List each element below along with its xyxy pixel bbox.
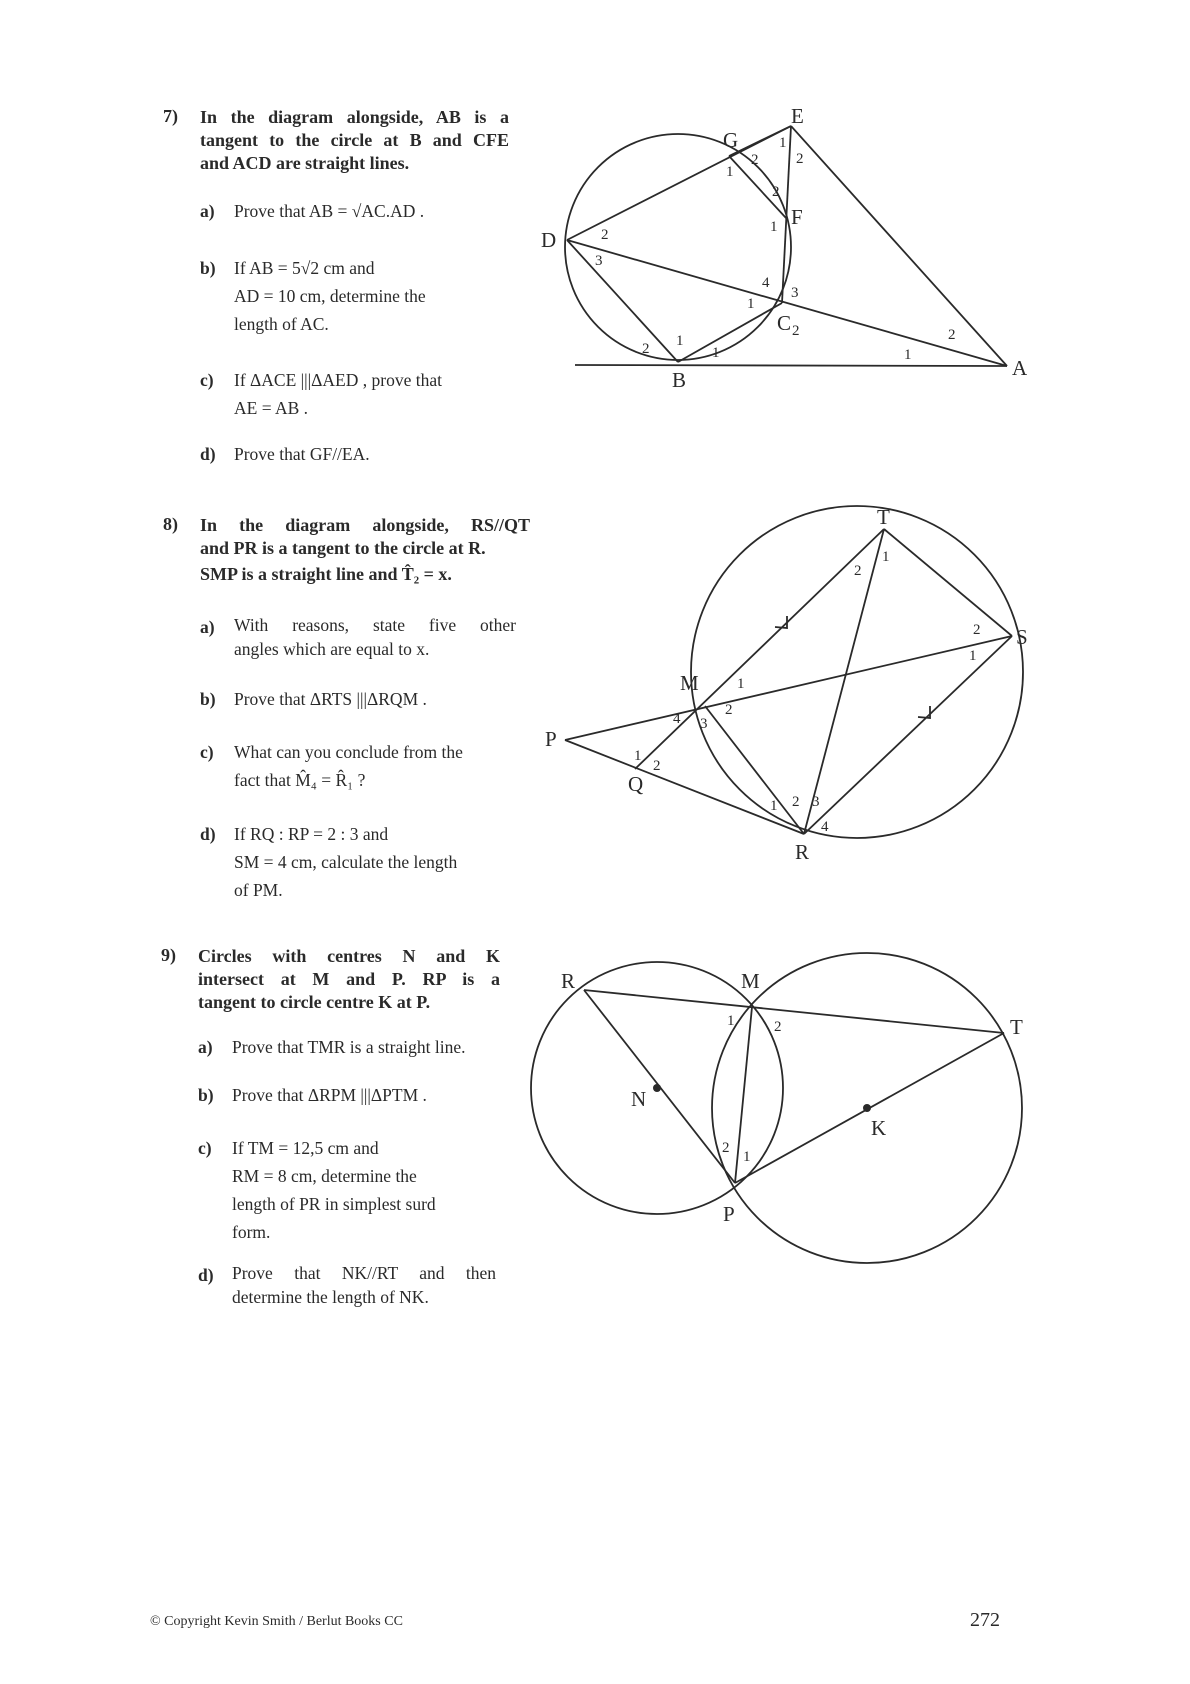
q8-heading-line: In the diagram alongside, RS//QT <box>200 515 530 535</box>
q7-angle-label: 3 <box>791 285 799 301</box>
q9-angle-label: 2 <box>722 1140 730 1156</box>
q9-a-text: Prove that TMR is a straight line. <box>232 1037 466 1057</box>
q8-parallel-arrow <box>775 616 787 628</box>
q8-d-line: SM = 4 cm, calculate the length <box>234 852 458 872</box>
q9-heading-line: tangent to circle centre K at P. <box>198 992 431 1012</box>
q8-b-text: Prove that ΔRTS |||ΔRQM . <box>234 689 427 709</box>
q9-point-label: T <box>1010 1015 1023 1039</box>
copyright-footer: © Copyright Kevin Smith / Berlut Books CC <box>150 1614 403 1629</box>
q7-angle-label: 2 <box>796 151 804 167</box>
q8-heading-line: SMP is a straight line and T̂₂ = x. <box>200 564 452 584</box>
q7-angle-label: 2 <box>772 184 780 200</box>
q7-angle-label: 1 <box>676 333 684 349</box>
q7-angle-label: 1 <box>747 296 755 312</box>
q9-heading-line: intersect at M and P. RP is a <box>198 969 500 989</box>
q8-angle-label: 3 <box>812 794 820 810</box>
q9-diagram <box>531 953 1022 1263</box>
q8-angle-label: 3 <box>700 716 708 732</box>
q9-a-label: a) <box>198 1037 213 1057</box>
q7-heading-line: In the diagram alongside, AB is a <box>200 107 509 127</box>
q7-point-label: 2 <box>792 323 800 339</box>
q8-angle-label: 1 <box>882 549 890 565</box>
q7-angle-label: 1 <box>726 164 734 180</box>
q7-line-DA <box>567 240 1007 366</box>
q9-c-line: form. <box>232 1222 271 1242</box>
q7-line-BC <box>678 303 782 362</box>
q8-angle-label: 2 <box>973 622 981 638</box>
q7-point-label: G <box>723 128 739 152</box>
q9-d-line: determine the length of NK. <box>232 1287 429 1307</box>
q8-point-label: Q <box>628 772 644 796</box>
q8-line-PS <box>565 636 1012 740</box>
q7-point-label: F <box>791 205 803 229</box>
q8-angle-label: 2 <box>792 794 800 810</box>
q7-d-label: d) <box>200 444 216 464</box>
q7-point-label: B <box>672 368 687 392</box>
q7-angle-label: 2 <box>642 341 650 357</box>
q9-point-label: R <box>561 969 576 993</box>
q8-point-label: P <box>545 727 557 751</box>
q7-tangent-line <box>575 365 1007 366</box>
q8-point-label: T <box>877 505 890 529</box>
q9-point-label: P <box>723 1202 735 1226</box>
q9-centre-K-dot <box>863 1104 871 1112</box>
q9-c-line: RM = 8 cm, determine the <box>232 1166 417 1186</box>
page-number: 272 <box>970 1609 1000 1631</box>
q7-point-label: E <box>791 104 804 128</box>
q7-b-line: length of AC. <box>234 314 329 334</box>
q7-angle-label: 1 <box>904 347 912 363</box>
q8-point-label: S <box>1016 625 1028 649</box>
q8-d-label: d) <box>200 824 216 844</box>
q8-angle-label: 2 <box>725 702 733 718</box>
q9-angle-label: 1 <box>743 1149 751 1165</box>
q8-c-label: c) <box>200 742 214 762</box>
q9-b-text: Prove that ΔRPM |||ΔPTM . <box>232 1085 427 1105</box>
q7-point-label: C <box>777 311 792 335</box>
q7-angle-label: 2 <box>751 152 759 168</box>
q7-c-line: If ΔACE |||ΔAED , prove that <box>234 370 442 390</box>
q9-line-RT <box>584 990 1004 1033</box>
q9-point-label: K <box>871 1116 887 1140</box>
q8-d-line: If RQ : RP = 2 : 3 and <box>234 824 389 844</box>
q9-centre-N-dot <box>653 1084 661 1092</box>
q7-angle-label: 1 <box>770 219 778 235</box>
q7-angle-label: 1 <box>712 345 720 361</box>
q8-angle-label: 2 <box>653 758 661 774</box>
q9-d-line: Prove that NK//RT and then <box>232 1263 496 1283</box>
q8-a-line: angles which are equal to x. <box>234 639 430 659</box>
q7-heading-line: tangent to the circle at B and CFE <box>200 130 509 150</box>
q9-c-line: length of PR in simplest surd <box>232 1194 436 1214</box>
q9-angle-label: 1 <box>727 1013 735 1029</box>
q8-line-TS <box>884 529 1012 636</box>
q9-d-label: d) <box>198 1265 214 1285</box>
q9-point-label: N <box>631 1087 647 1111</box>
q7-b-line: If AB = 5√2 cm and <box>234 258 375 278</box>
q8-d-line: of PM. <box>234 880 283 900</box>
q8-line-QT <box>635 529 884 769</box>
q8-a-line: With reasons, state five other <box>234 615 516 635</box>
q8-angle-label: 4 <box>821 819 829 835</box>
q7-heading-line: and ACD are straight lines. <box>200 153 410 173</box>
q7-angle-label: 1 <box>779 135 787 151</box>
q8-heading-line: and PR is a tangent to the circle at R. <box>200 538 486 558</box>
q7-number: 7) <box>163 106 178 126</box>
q7-angle-label: 2 <box>948 327 956 343</box>
q8-line-RS <box>804 636 1012 834</box>
q8-a-label: a) <box>200 617 215 637</box>
q9-heading-line: Circles with centres N and K <box>198 946 500 966</box>
q8-number: 8) <box>163 514 178 534</box>
q7-b-label: b) <box>200 258 216 278</box>
q8-point-label: M <box>680 671 699 695</box>
q9-point-label: M <box>741 969 760 993</box>
q7-c-label: c) <box>200 370 214 390</box>
q7-b-line: AD = 10 cm, determine the <box>234 286 426 306</box>
q7-line-DB <box>567 240 678 362</box>
q8-angle-label: 4 <box>673 711 681 727</box>
q9-b-label: b) <box>198 1085 214 1105</box>
q8-angle-label: 2 <box>854 563 862 579</box>
q9-c-label: c) <box>198 1138 212 1158</box>
q7-angle-label: 2 <box>601 227 609 243</box>
q8-angle-label: 1 <box>737 676 745 692</box>
q7-point-label: A <box>1012 356 1028 380</box>
q9-angle-label: 2 <box>774 1019 782 1035</box>
q7-line-EA <box>791 126 1007 366</box>
q8-c-line: What can you conclude from the <box>234 742 463 762</box>
q8-point-label: R <box>795 840 810 864</box>
q7-a-text: Prove that AB = √AC.AD . <box>234 201 425 221</box>
q8-angle-label: 1 <box>969 648 977 664</box>
q7-c-line: AE = AB . <box>234 398 309 418</box>
q8-c-line: fact that M̂₄ = R̂₁ ? <box>234 770 366 790</box>
q8-angle-label: 1 <box>634 748 642 764</box>
q8-angle-label: 1 <box>770 798 778 814</box>
q7-a-label: a) <box>200 201 215 221</box>
q7-point-label: D <box>541 228 557 252</box>
q7-angle-label: 4 <box>762 275 770 291</box>
q9-c-line: If TM = 12,5 cm and <box>232 1138 379 1158</box>
q7-angle-label: 3 <box>595 253 603 269</box>
q8-b-label: b) <box>200 689 216 709</box>
q9-number: 9) <box>161 945 176 965</box>
q7-d-text: Prove that GF//EA. <box>234 444 370 464</box>
